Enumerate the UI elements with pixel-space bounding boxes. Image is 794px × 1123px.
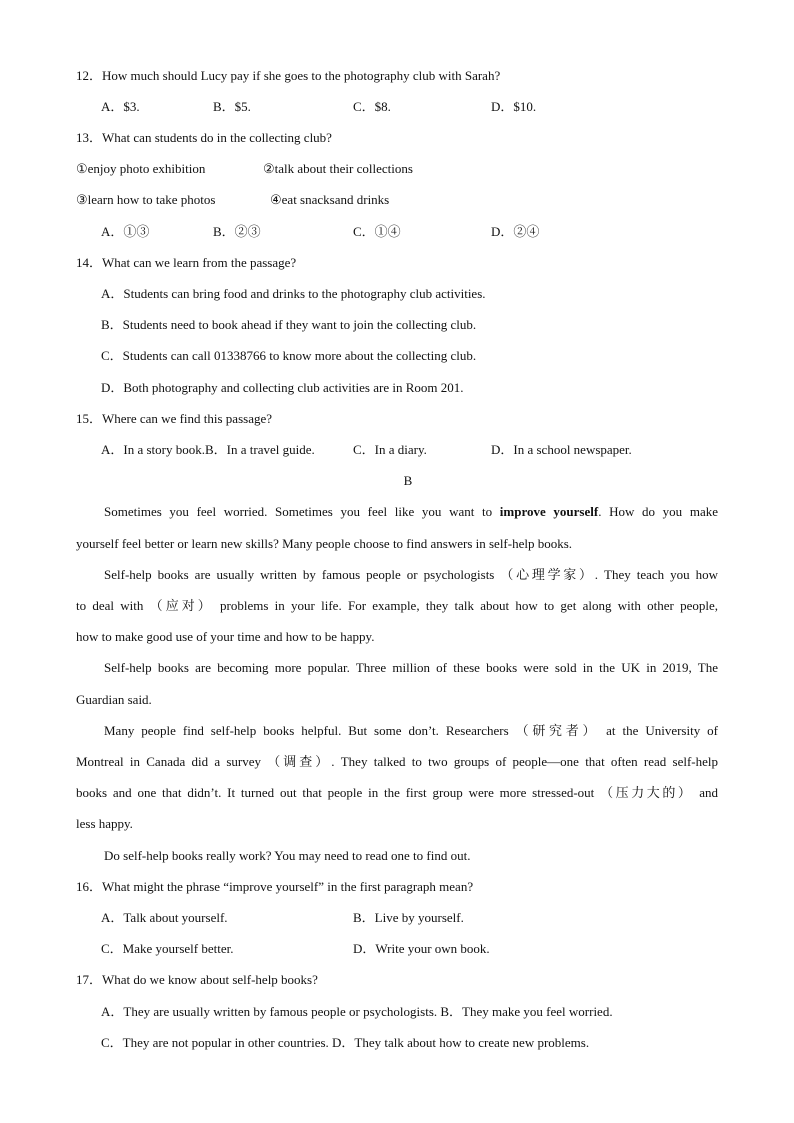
passage-p3-line-1: Self-help books are becoming more popular. Three million of these books were sold in the UK in 2019, The bbox=[104, 660, 718, 675]
question-14-option-a: A．Students can bring food and drinks to the photography club activities. bbox=[101, 286, 486, 301]
question-14-option-c: C．Students can call 01338766 to know more about the collecting club. bbox=[101, 348, 477, 363]
passage-p2-line-1: Self-help books are usually written by famous people or psychologists （心理学家）. They teach you how bbox=[104, 567, 718, 582]
question-12-option-d: D．$10. bbox=[491, 99, 537, 114]
passage-p4-line-2: Montreal in Canada did a survey （调查）. They talked to two groups of people—one that often read self-help bbox=[76, 754, 718, 769]
question-12-option-a: A．$3. bbox=[101, 99, 140, 114]
question-14-option-d: D．Both photography and collecting club activities are in Room 201. bbox=[101, 380, 464, 395]
question-17-stem: 17．What do we know about self-help books? bbox=[76, 972, 318, 987]
question-16-option-a: A．Talk about yourself. bbox=[101, 910, 228, 925]
question-15-option-a-b: A．In a story book.B．In a travel guide. bbox=[101, 442, 315, 457]
passage-p4-line-3: books and one that didn’t. It turned out that people in the first group were more stressed-out （压力大的） and bbox=[76, 785, 718, 800]
passage-p2-line-2: to deal with （应对） problems in your life. For example, they talk about how to get along with other people, bbox=[76, 598, 718, 613]
question-13-item-3: ③learn how to take photos bbox=[76, 192, 216, 207]
question-14-option-b: B．Students need to book ahead if they want to join the collecting club. bbox=[101, 317, 477, 332]
passage-p3-line-2: Guardian said. bbox=[76, 692, 152, 707]
question-15-stem: 15．Where can we find this passage? bbox=[76, 411, 273, 426]
passage-p2-line-3: how to make good use of your time and how to be happy. bbox=[76, 629, 375, 644]
question-14-stem: 14．What can we learn from the passage? bbox=[76, 255, 297, 270]
question-16-option-c: C．Make yourself better. bbox=[101, 941, 234, 956]
passage-p1-line-1: Sometimes you feel worried. Sometimes you feel like you want to improve yourself. How do you make bbox=[104, 504, 718, 519]
question-17-option-c-d: C．They are not popular in other countries. D．They talk about how to create new problems. bbox=[101, 1035, 590, 1050]
question-12-option-c: C．$8. bbox=[353, 99, 391, 114]
question-16-stem: 16．What might the phrase “improve yourself” in the first paragraph mean? bbox=[76, 879, 474, 894]
question-13-option-d: D．②④ bbox=[491, 224, 540, 239]
question-13-option-a: A．①③ bbox=[101, 224, 150, 239]
passage-p4-line-4: less happy. bbox=[76, 816, 133, 831]
passage-p5-line-1: Do self-help books really work? You may need to read one to find out. bbox=[104, 848, 471, 863]
question-13-item-2: ②talk about their collections bbox=[263, 161, 413, 176]
question-17-option-a-b: A．They are usually written by famous people or psychologists. B．They make you feel worried. bbox=[101, 1004, 613, 1019]
question-16-option-b: B．Live by yourself. bbox=[353, 910, 464, 925]
highlighted-phrase: improve yourself bbox=[499, 504, 599, 519]
question-13-item-1: ①enjoy photo exhibition bbox=[76, 161, 206, 176]
passage-p1-line-2: yourself feel better or learn new skills? Many people choose to find answers in self-help books. bbox=[76, 536, 573, 551]
passage-p4-line-1: Many people find self-help books helpful. But some don’t. Researchers （研究者） at the University of bbox=[104, 723, 718, 738]
question-13-option-c: C．①④ bbox=[353, 224, 401, 239]
section-b-heading: B bbox=[403, 473, 413, 488]
question-13-option-b: B．②③ bbox=[213, 224, 261, 239]
question-12-stem: 12．How much should Lucy pay if she goes to the photography club with Sarah? bbox=[76, 68, 501, 83]
question-12-option-b: B．$5. bbox=[213, 99, 251, 114]
question-13-stem: 13．What can students do in the collecting club? bbox=[76, 130, 332, 145]
question-15-option-c: C．In a diary. bbox=[353, 442, 427, 457]
question-15-option-d: D．In a school newspaper. bbox=[491, 442, 632, 457]
question-13-item-4: ④eat snacksand drinks bbox=[270, 192, 390, 207]
question-16-option-d: D．Write your own book. bbox=[353, 941, 490, 956]
